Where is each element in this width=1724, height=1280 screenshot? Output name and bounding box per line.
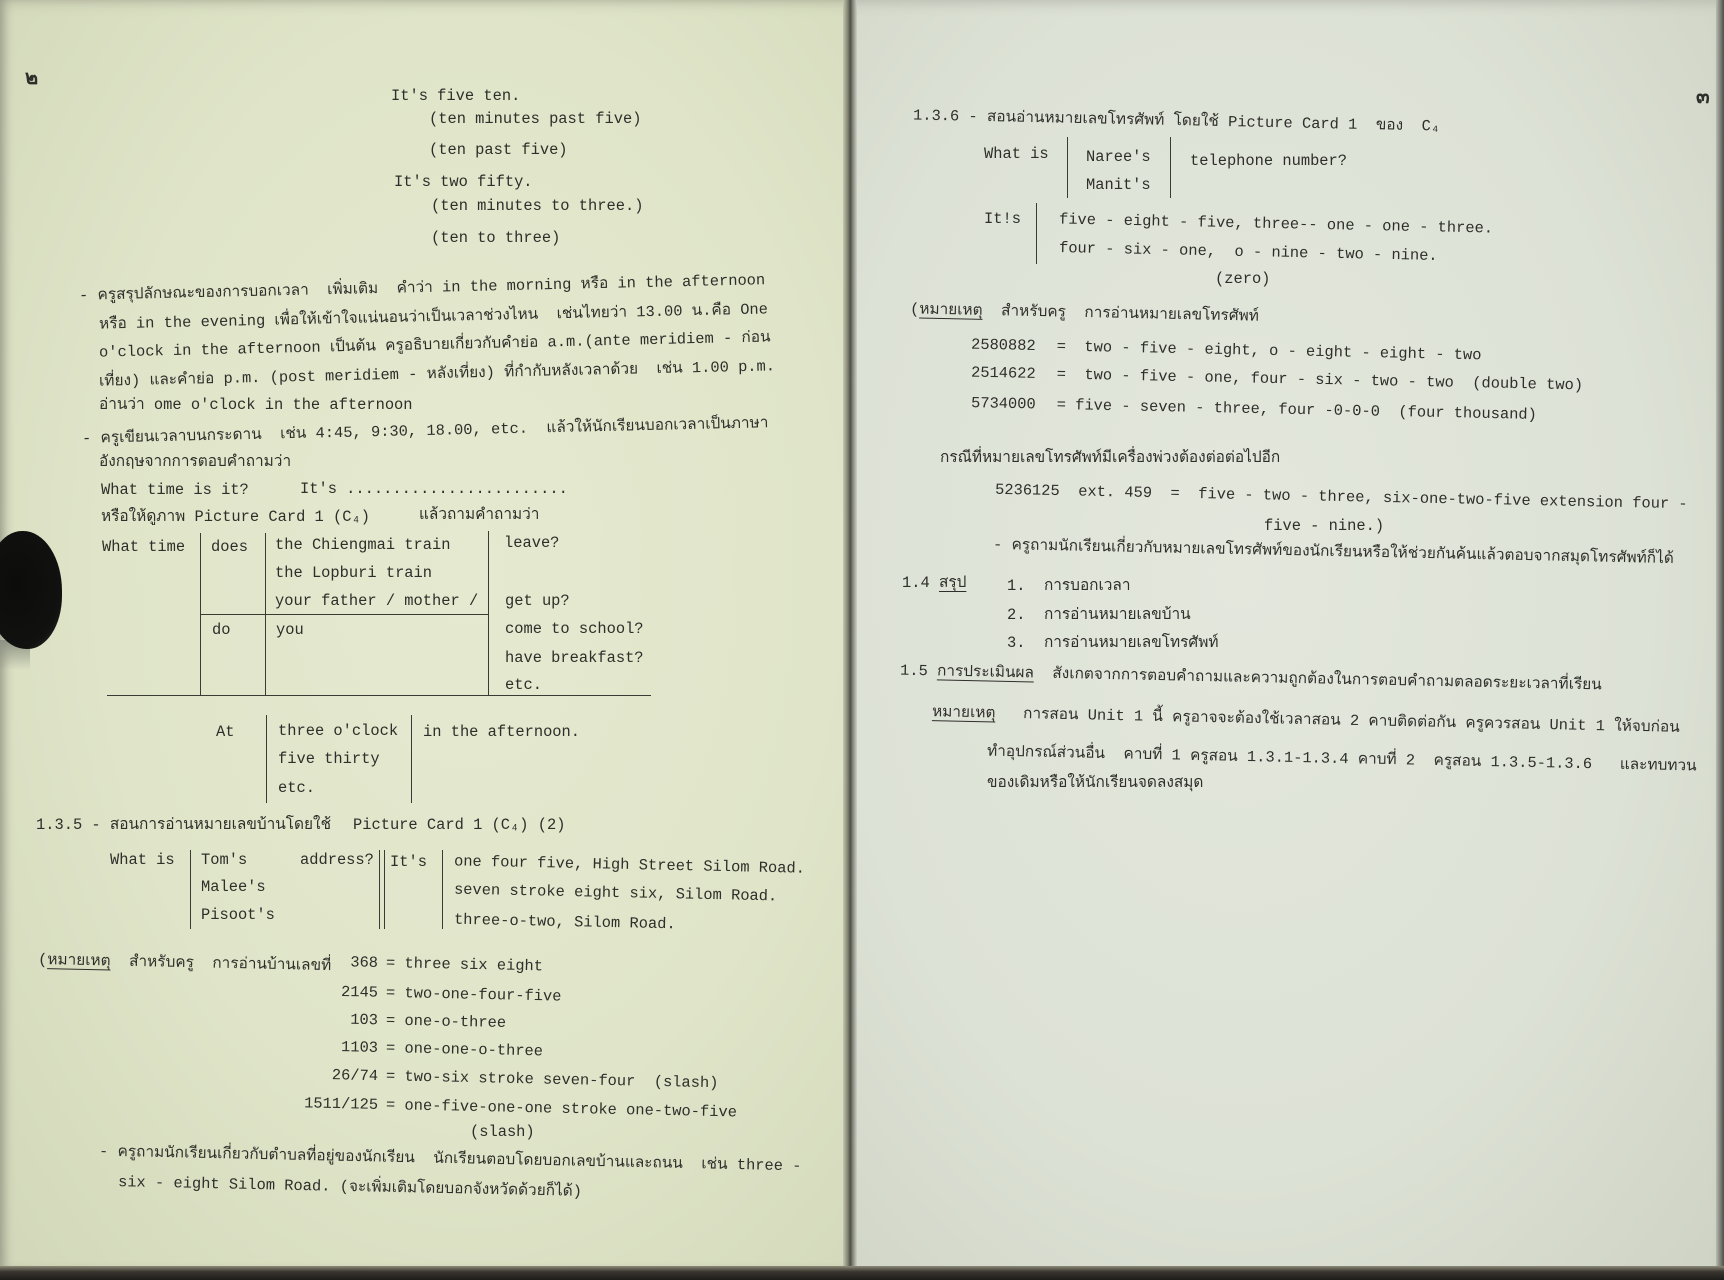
address-answer: one four five, High Street Silom Road. [453, 852, 806, 878]
extension-continued: five - nine.) [1264, 517, 1385, 535]
summary-item: 3. การอ่านหมายเลขโทรศัพท์ [1007, 634, 1219, 652]
table-what-time: What time [102, 538, 186, 556]
time-example-five-ten-alt2: (ten past five) [429, 141, 568, 159]
prompt-answer: It's ........................ [300, 480, 568, 498]
page-number-left: ๒ [25, 68, 39, 91]
phone-number-row [971, 393, 1537, 425]
table-rule [190, 850, 191, 929]
evaluation-number: 1.5 [899, 661, 938, 681]
time-example-five-ten: It's five ten. [391, 87, 521, 105]
table-verb: leave? [504, 534, 560, 552]
house-number: 1511/125 [303, 1094, 379, 1114]
remark-line-3: ของเดิมหรือให้นักเรียนจดลงสมุด [987, 774, 1204, 792]
note-open: ( [909, 300, 920, 319]
table-subject-you: you [276, 621, 304, 639]
house-number: 26/74 [331, 1066, 379, 1086]
table-rule [1036, 203, 1037, 264]
section-1-3-5-card: Picture Card 1 (C₄) (2) [353, 816, 566, 834]
phone-number-row [971, 363, 1583, 396]
phone-what-is: What is [984, 145, 1049, 163]
house-number-row [220, 1092, 737, 1123]
bottom-edge [0, 1266, 1724, 1280]
address-answer: three-o-two, Silom Road. [453, 910, 676, 934]
extension-line: 5236125 ext. 459 = five - two - three, six-one-two-five extension four - [994, 480, 1688, 514]
address-answer: seven stroke eight six, Silom Road. [453, 880, 778, 906]
phone-zero-note: (zero) [1215, 270, 1271, 288]
answer-at: At [216, 723, 235, 741]
house-number-reading: = one-five-one-one stroke one-two-five [385, 1096, 738, 1122]
note-label: หมายเหตุ [919, 300, 983, 320]
address-name: Tom's [201, 851, 248, 869]
time-example-two-fifty-alt1: (ten minutes to three.) [431, 197, 644, 215]
phone-activity-line: - ครูถามนักเรียนเกี่ยวกับหมายเลขโทรศัพท์ของนักเรียนหรือให้ช่วยกันค้นแล้วตอบจากสมุดโทรศัพท์ก็ได้ [992, 535, 1674, 569]
house-number-row [220, 979, 562, 1006]
evaluation-line [900, 661, 1602, 696]
address-name: Pisoot's [201, 906, 275, 924]
note-text: สำหรับครู การอ่านบ้านเลขที่ [110, 952, 332, 976]
phone-number: 2580882 [970, 335, 1036, 356]
table-rule [1067, 137, 1068, 198]
board-activity-line: - ครูเขียนเวลาบนกระดาน เช่น 4:45, 9:30, 18.00, etc. แล้วให้นักเรียนบอกเวลาเป็นภาษา [81, 414, 769, 448]
address-its: It's [390, 853, 427, 871]
house-number-row [220, 1063, 719, 1093]
house-number: 1103 [340, 1038, 379, 1057]
board-activity-line: อังกฤษจากการตอบคำถามว่า [99, 453, 292, 471]
house-number: 2145 [340, 982, 379, 1002]
answer-time: etc. [278, 779, 315, 797]
right-page-edge [1716, 0, 1724, 1280]
house-number-reading: = one-o-three [385, 1011, 507, 1032]
table-verb: etc. [505, 676, 542, 694]
table-rule [384, 850, 385, 929]
house-number-reading: = two-six stroke seven-four (slash) [385, 1067, 719, 1093]
table-verb: have breakfast? [505, 649, 644, 667]
table-verb: come to school? [505, 620, 644, 638]
summary-line: อ่านว่า ome o'clock in the afternoon [99, 396, 413, 414]
summary-label: สรุป [938, 574, 967, 592]
note-label: หมายเหตุ [47, 951, 111, 971]
house-number: 103 [350, 1010, 379, 1030]
table-subject: your father / mother / [275, 592, 479, 610]
phone-name: Manit's [1086, 176, 1151, 194]
extension-intro: กรณีที่หมายเลขโทรศัพท์มีเครื่องพ่วงต้องต่อต่อไปอีก [940, 449, 1281, 467]
time-example-two-fifty: It's two fifty. [394, 173, 533, 191]
table-aux-does: does [211, 538, 248, 556]
time-example-five-ten-alt1: (ten minutes past five) [429, 110, 642, 128]
summary-item: 2. การอ่านหมายเลขบ้าน [1007, 606, 1191, 624]
left-page [0, 0, 850, 1268]
remark-line [932, 702, 1680, 738]
note-open: ( [37, 950, 48, 970]
time-example-two-fifty-alt2: (ten to three) [431, 229, 561, 247]
answer-time: five thirty [278, 750, 380, 768]
summary-item: 1. การบอกเวลา [1007, 577, 1131, 595]
summary-number: 1.4 [902, 574, 939, 592]
phone-answer: five - eight - five, three-- one - one - three. [1058, 210, 1494, 238]
prompt-question: What time is it? [101, 481, 249, 499]
table-rule [379, 850, 380, 929]
summary-line: - ครูสรุปลักษณะของการบอกเวลา เพิ่มเติม คำว่า in the morning หรือ in the afternoon [78, 271, 766, 305]
address-word: address? [300, 851, 374, 869]
phone-number-reading: = five - seven - three, four -0-0-0 (four thousand) [1056, 395, 1538, 424]
phone-number-row [971, 335, 1482, 366]
table-verb: get up? [505, 592, 570, 610]
summary-heading [902, 573, 966, 593]
right-page [850, 0, 1718, 1268]
table-rule [411, 715, 412, 803]
phone-answer: four - six - one, o - nine - two - nine. [1058, 239, 1438, 265]
table-bottom-rule [107, 695, 651, 696]
address-activity-line: - ครูถามนักเรียนเกี่ยวกับตำบลที่อยู่ของนักเรียน นักเรียนตอบโดยบอกเลขบ้านและถนน เช่น three - [98, 1142, 802, 1176]
house-number-reading: = two-one-four-five [385, 983, 562, 1006]
phone-telephone-number: telephone number? [1190, 152, 1348, 170]
address-activity-line: six - eight Silom Road. (จะเพิ่มเติมโดยบอกจังหวัดด้วยก็ได้) [117, 1173, 583, 1201]
phone-name: Naree's [1086, 148, 1151, 166]
summary-line: o'clock in the afternoon เป็นต้น ครูอธิบายเกี่ยวกับคำย่อ a.m.(ante meridiem - ก่อน [98, 328, 771, 362]
phone-note-heading [910, 299, 1259, 326]
house-number-row [220, 1035, 543, 1062]
table-rule [200, 614, 488, 615]
remark-line-2: ทำอุปกรณ์ส่วนอื่น คาบที่ 1 ครูสอน 1.3.1-1.3.4 คาบที่ 2 ครูสอน 1.3.5-1.3.6 และทบทวน [986, 742, 1697, 776]
answer-time: three o'clock [278, 722, 399, 740]
section-1-3-6-heading: 1.3.6 - สอนอ่านหมายเลขโทรศัพท์ โดยใช้ Picture Card 1 ของ C₄ [912, 106, 1441, 136]
book-spine-shadow [843, 0, 857, 1280]
note-text: สำหรับครู การอ่านหมายเลขโทรศัพท์ [982, 301, 1260, 326]
address-name: Malee's [201, 878, 266, 896]
remark-label: หมายเหตุ [931, 703, 996, 723]
phone-number-reading: = two - five - eight, o - eight - eight - two [1056, 337, 1482, 365]
phone-number: 5734000 [970, 394, 1036, 414]
house-number: 368 [350, 953, 379, 972]
evaluation-label: การประเมินผล [936, 662, 1035, 683]
remark-text: การสอน Unit 1 นี้ ครูอาจจะต้องใช้เวลาสอน 2 คาบติดต่อกัน ครูควรสอน Unit 1 ให้จบก่อน [995, 704, 1680, 737]
phone-number: 2514622 [970, 363, 1036, 383]
house-number-slash: (slash) [470, 1123, 535, 1141]
page-number-right: ๓ [1696, 87, 1710, 110]
house-number-row [220, 1007, 506, 1033]
summary-line: หรือ in the evening เพื่อให้เข้าใจแน่นอนว่าเป็นเวลาช่วงไหน เช่นไทยว่า 13.00 น.คือ One [98, 300, 769, 334]
table-subject: the Chiengmai train [275, 536, 451, 554]
table-aux-do: do [212, 621, 231, 639]
house-number-reading: = one-one-o-three [385, 1039, 544, 1061]
picture-card-prompt: หรือให้ดูภาพ Picture Card 1 (C₄) [101, 508, 370, 526]
section-1-3-5-heading: 1.3.5 - สอนการอ่านหมายเลขบ้านโดยใช้ [36, 816, 332, 834]
house-number-reading: = three six eight [385, 954, 544, 976]
summary-line: เที่ยง) และคำย่อ p.m. (post meridiem - หลังเที่ยง) ที่กำกับหลังเวลาด้วย เช่น 1.00 p.m. [98, 357, 776, 391]
phone-its: It!s [984, 210, 1021, 228]
phone-number-reading: = two - five - one, four - six - two - two (double two) [1056, 365, 1584, 395]
table-rule [1170, 137, 1171, 198]
answer-period: in the afternoon. [423, 723, 581, 741]
table-subject: the Lopburi train [275, 564, 433, 582]
table-rule [442, 850, 443, 929]
address-what-is: What is [110, 851, 175, 869]
picture-card-prompt-then: แล้วถามคำถามว่า [419, 506, 540, 524]
evaluation-text: สังเกตจากการตอบคำถามและความถูกต้องในการตอบคำถามตลอดระยะเวลาที่เรียน [1033, 664, 1602, 695]
table-rule [488, 531, 489, 695]
table-rule [266, 715, 267, 803]
